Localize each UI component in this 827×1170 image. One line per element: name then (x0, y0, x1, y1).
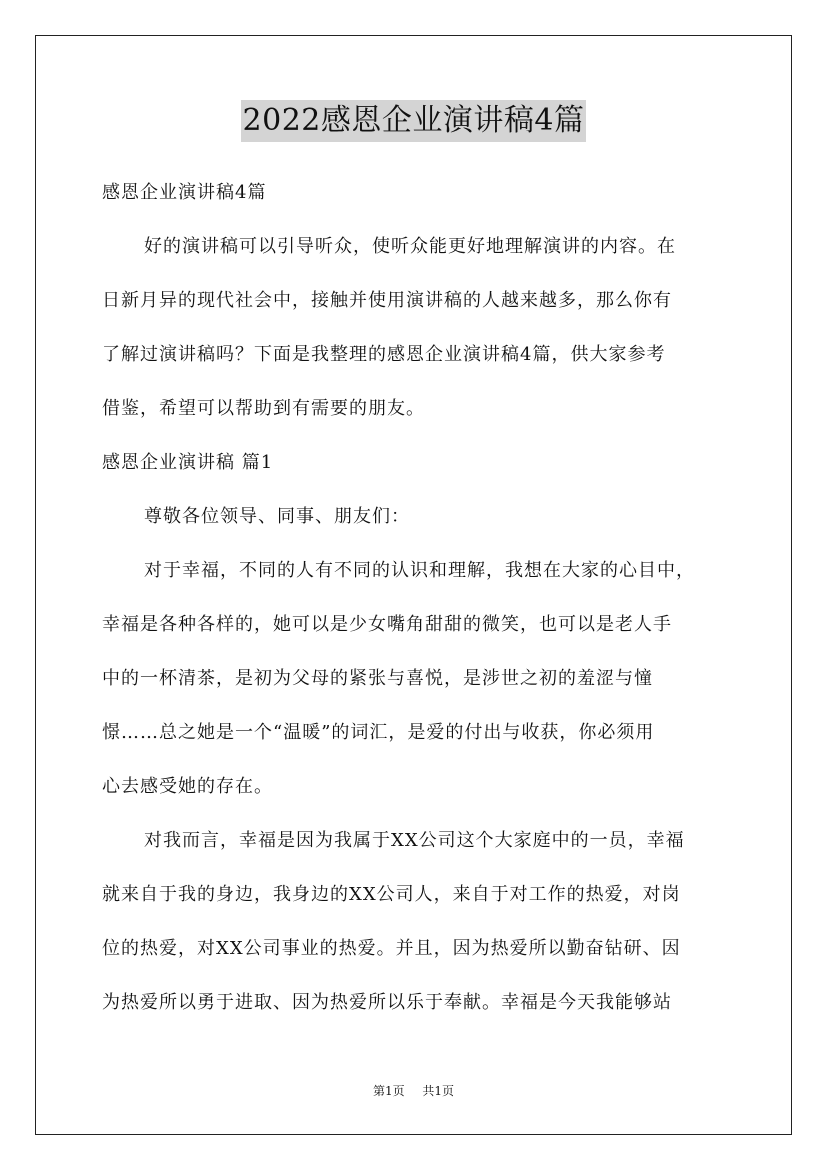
paragraph-line: 幸福是各种各样的，她可以是少女嘴角甜甜的微笑，也可以是老人手 (102, 614, 672, 635)
section-heading: 感恩企业演讲稿 篇1 (102, 452, 274, 473)
page-number: 第1页 (373, 1084, 405, 1098)
paragraph-line: 憬……总之她是一个“温暖”的词汇，是爱的付出与收获，你必须用 (102, 722, 655, 743)
title-area (0, 100, 827, 142)
paragraph-line: 对于幸福，不同的人有不同的认识和理解，我想在大家的心目中， (144, 560, 695, 581)
salutation-line: 尊敬各位领导、同事、朋友们： (144, 506, 410, 527)
paragraph-line: 了解过演讲稿吗？下面是我整理的感恩企业演讲稿4篇，供大家参考 (102, 344, 666, 365)
paragraph-line: 好的演讲稿可以引导听众，使听众能更好地理解演讲的内容。在 (144, 236, 676, 257)
paragraph-line: 借鉴，希望可以帮助到有需要的朋友。 (102, 398, 425, 419)
document-title: 2022感恩企业演讲稿4篇 (241, 100, 587, 142)
document-body (102, 170, 728, 1034)
paragraph-line: 中的一杯清茶，是初为父母的紧张与喜悦，是涉世之初的羞涩与憧 (102, 668, 653, 689)
page-total: 共1页 (422, 1084, 454, 1098)
page-footer (0, 1083, 827, 1099)
paragraph-line: 位的热爱，对XX公司事业的热爱。并且，因为热爱所以勤奋钻研、因 (102, 938, 681, 959)
section-heading: 感恩企业演讲稿4篇 (102, 182, 267, 203)
paragraph-line: 对我而言，幸福是因为我属于XX公司这个大家庭中的一员，幸福 (144, 830, 685, 851)
paragraph-line: 为热爱所以勇于进取、因为热爱所以乐于奉献。幸福是今天我能够站 (102, 992, 672, 1013)
paragraph-line: 心去感受她的存在。 (102, 776, 273, 797)
paragraph-line: 就来自于我的身边，我身边的XX公司人，来自于对工作的热爱，对岗 (102, 884, 681, 905)
paragraph-line: 日新月异的现代社会中，接触并使用演讲稿的人越来越多，那么你有 (102, 290, 672, 311)
